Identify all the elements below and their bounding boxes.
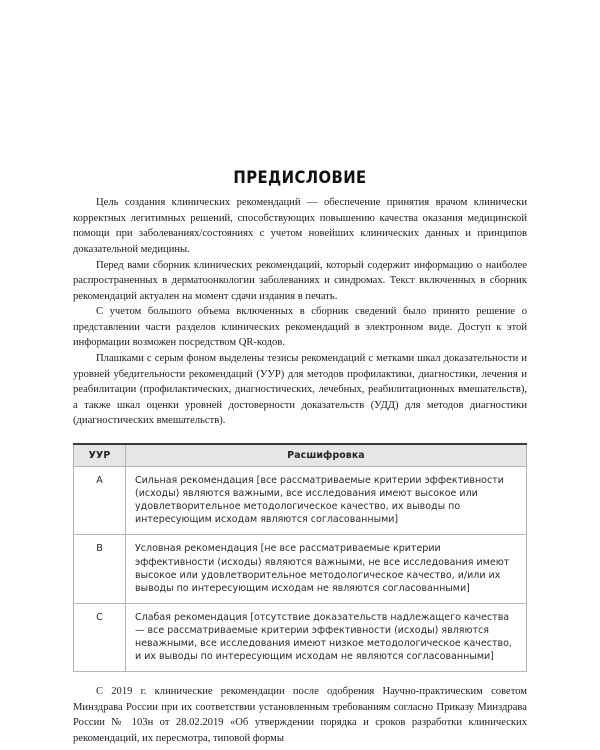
row-code-c: C xyxy=(74,603,126,671)
paragraph-purpose: Цель создания клинических рекомендаций — обеспечение принятия врачом клинически корректных легитимных решений, способствующих повышению качества оказания медицинской помощи при заболеваниях/состояниях с учетом новейших клинических данных и принципов доказательной медицины. xyxy=(73,197,527,255)
row-code-a: A xyxy=(74,467,126,535)
row-description-c: Слабая рекомендация [отсутствие доказательств надлежащего качества — все рассматриваемые критерии эффективности (исходы) являются неважными, все исследования имеют низкое методологическое качество, и их выводы по интересующим исходам не являются согласованными] xyxy=(126,603,527,671)
table-header-row xyxy=(74,444,527,467)
table-row xyxy=(74,467,527,535)
recommendation-strength-table xyxy=(73,443,527,672)
table-header-code: УУР xyxy=(74,444,126,467)
row-description-b: Условная рекомендация [не все рассматриваемые критерии эффективности (исходы) являются важными, не все исследования имеют высокое или удовлетворительное методологическое качество, и/или их выводы по интересующим исходам не являются согласованными] xyxy=(126,535,527,603)
table-row xyxy=(74,535,527,603)
row-description-a: Сильная рекомендация [все рассматриваемые критерии эффективности (исходы) являются важными, все исследования имеют высокое или удовлетворительное методологическое качество, их выводы по интересующим исходам являются согласованными] xyxy=(126,467,527,535)
paragraph-ministry-order: С 2019 г. клинические рекомендации после одобрения Научно-практическим советом Минздрава России при их соответствии установленным требованиям согласно Приказу Минздрава России № 103н от 28.02.2019 «Об утверждении порядка и сроков разработки клинических рекомендаций, их пересмотра, типовой формы xyxy=(73,686,527,744)
paragraph-electronic-access: С учетом большого объема включенных в сборник сведений было принято решение о представлении части разделов клинических рекомендаций в электронном виде. Доступ к этой информации возможен посредством QR-кодов. xyxy=(73,306,527,349)
paragraph-collection-contents: Перед вами сборник клинических рекомендаций, который содержит информацию о наиболее распространенных в дерматоонкологии заболеваниях и синдромах. Текст включенных в сборник рекомендаций актуален на момент сдачи издания в печать. xyxy=(73,259,527,302)
table-header-description: Расшифровка xyxy=(126,444,527,467)
row-code-b: B xyxy=(74,535,126,603)
page-title: ПРЕДИСЛОВИЕ xyxy=(233,168,367,187)
paragraph-grading-scales: Плашками с серым фоном выделены тезисы рекомендаций с метками шкал доказательности и уровней убедительности рекомендаций (УУР) для методов профилактики, диагностики, лечения и реабилитации (профилактических, диагностических, лечебных, реабилитационных вмешательств), а также шкал оценки уровней достоверности доказательств (УДД) для методов диагностики (диагностических вмешательств). xyxy=(73,353,527,427)
table-row xyxy=(74,603,527,671)
